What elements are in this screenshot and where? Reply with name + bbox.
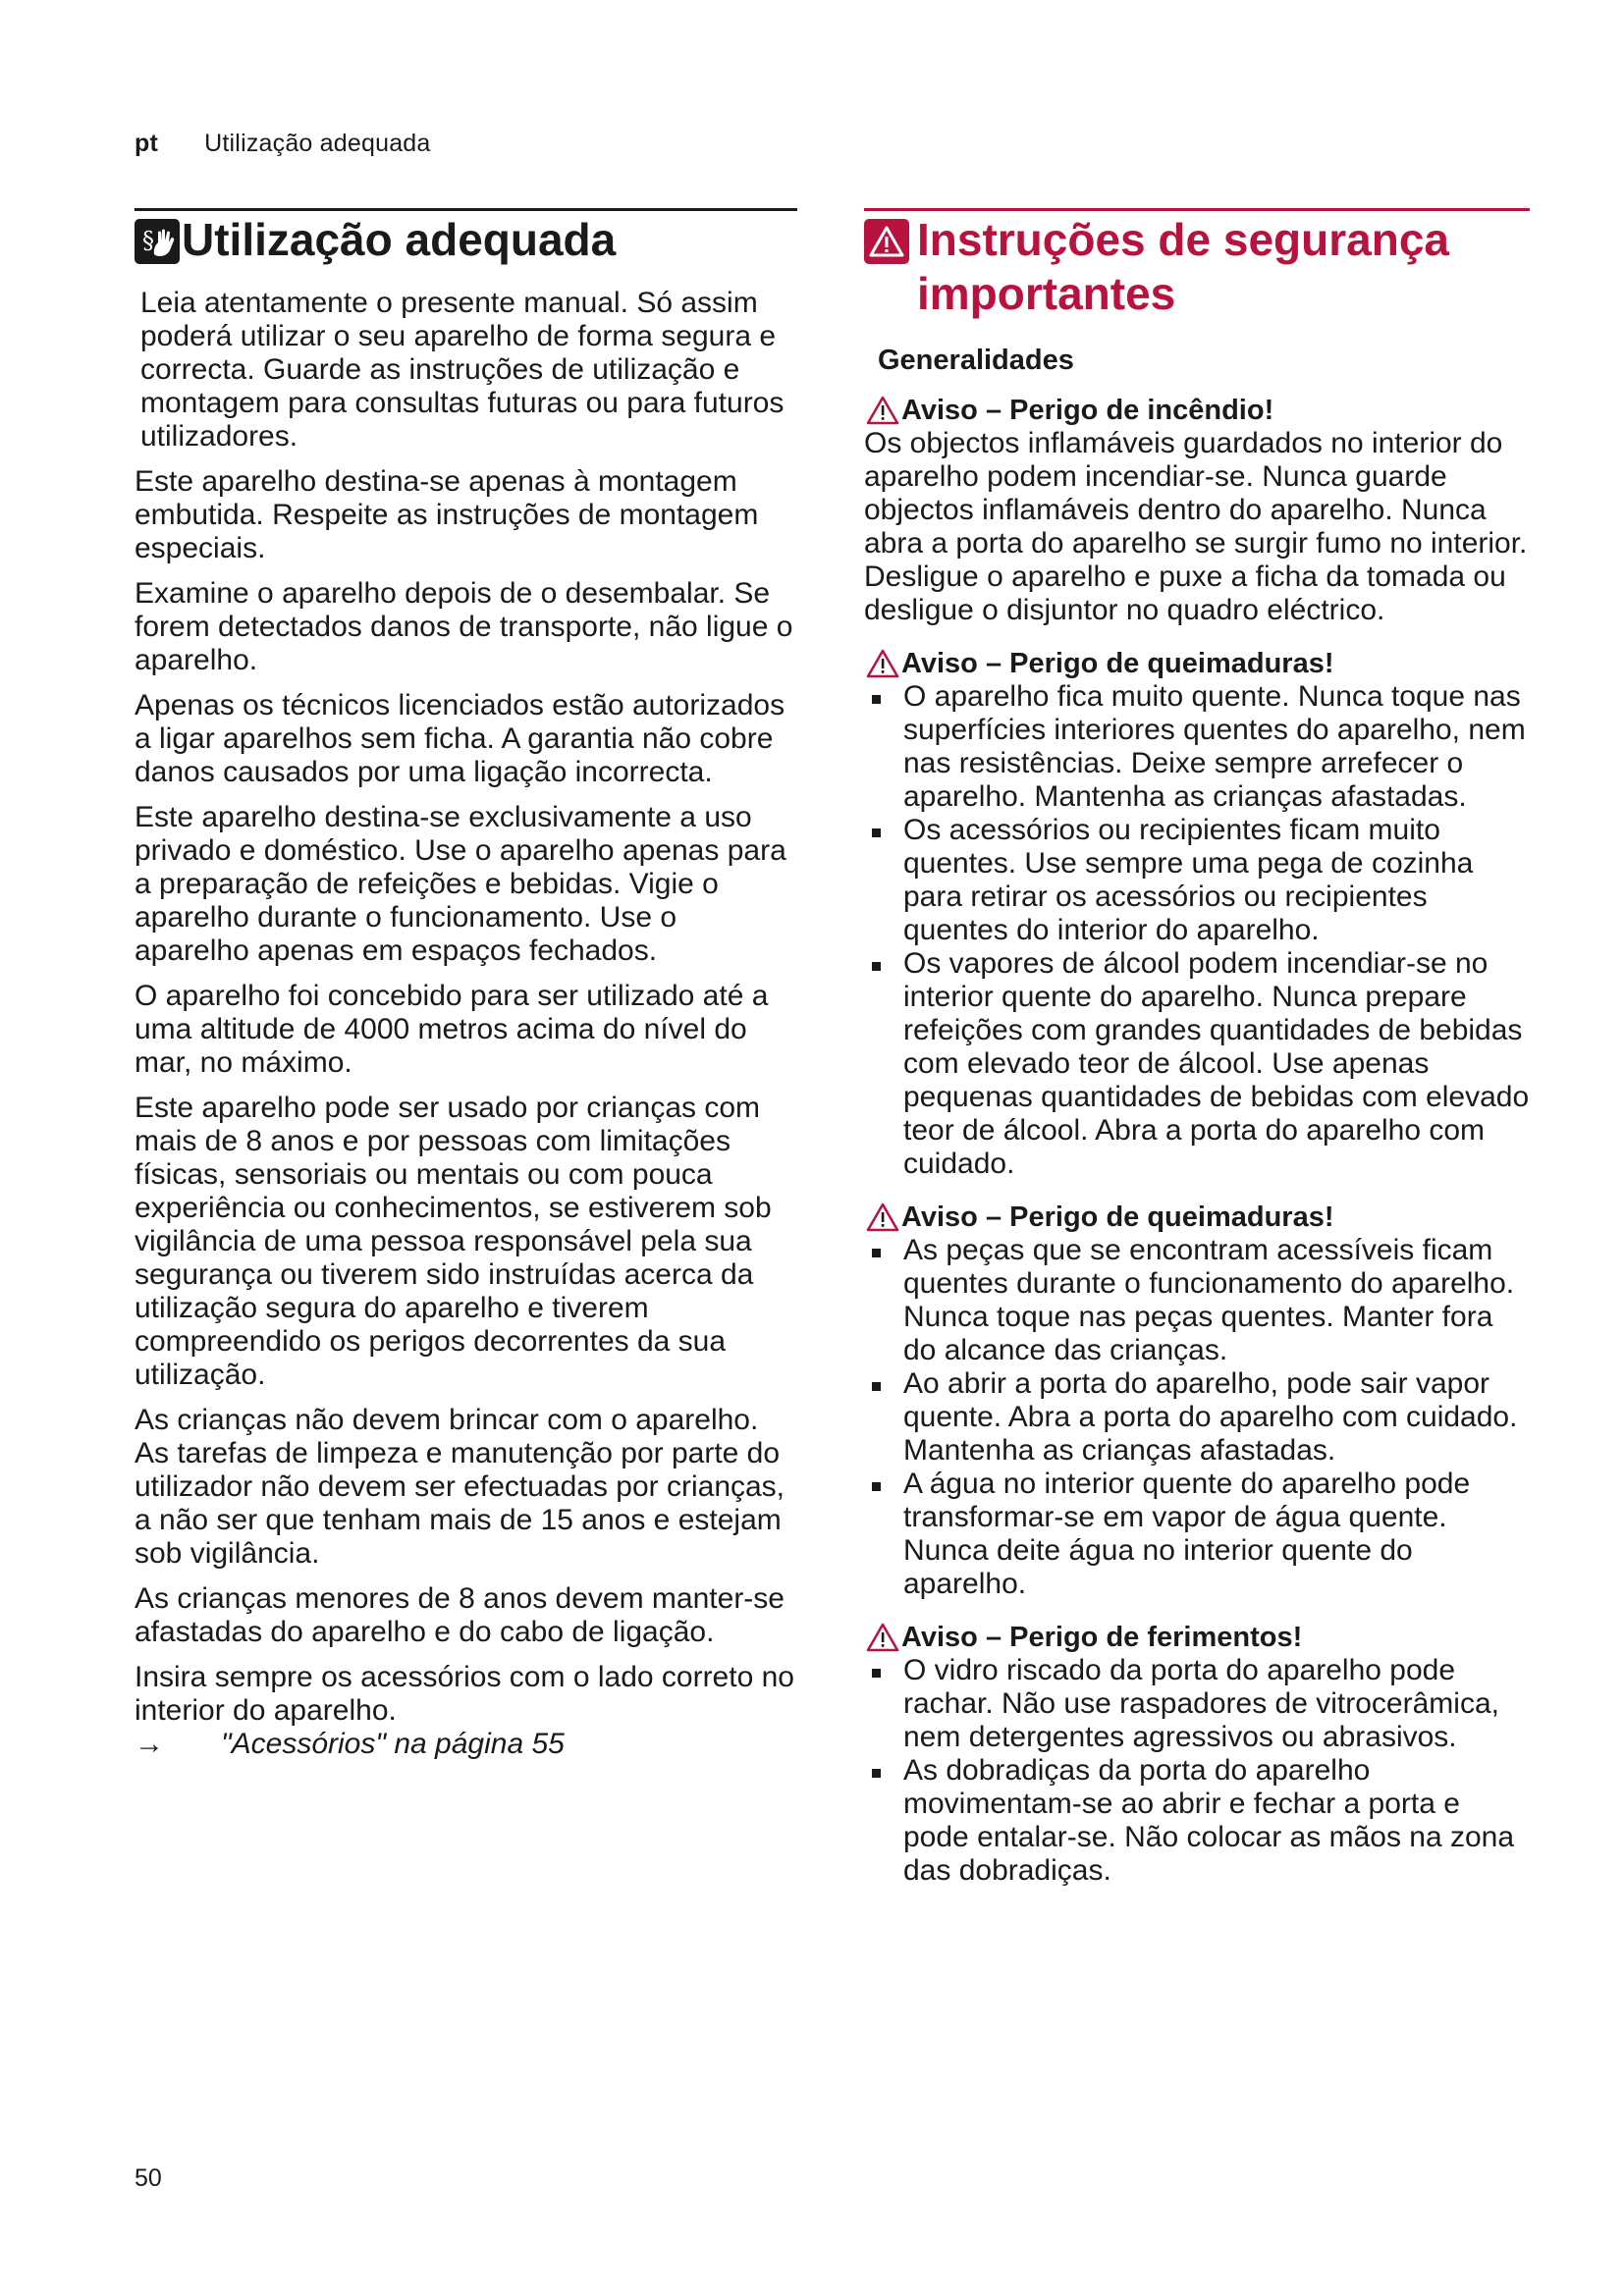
right-column: [864, 208, 1530, 1907]
safety-title-line2: importantes: [917, 268, 1176, 319]
page-title-usage: Utilização adequada: [182, 214, 617, 265]
list-item: Os vapores de álcool podem incendiar-se no interior quente do aparelho. Nunca prepare refeições com grandes quantidades de bebidas com elevado teor de álcool. Use apenas pequenas quantidades de bebidas com elevado teor de álcool. Abra a porta do aparelho com cuidado.: [864, 947, 1530, 1181]
safety-title-line1: Instruções de segurança: [917, 214, 1449, 265]
right-title-row: [864, 213, 1530, 321]
warning-title: Aviso – Perigo de queimaduras!: [864, 1201, 1530, 1234]
list-item: As peças que se encontram acessíveis ficam quentes durante o funcionamento do aparelho. Nunca toque nas peças quentes. Manter fora do alcance das crianças.: [864, 1234, 1530, 1367]
paragraph: As crianças menores de 8 anos devem manter-se afastadas do aparelho e do cabo de ligação.: [135, 1582, 785, 1648]
paragraph: Este aparelho destina-se exclusivamente a uso privado e doméstico. Use o aparelho apenas para a preparação de refeições e bebidas. Vigie o aparelho durante o funcionamento. Use o aparelho apenas em espaços fechados.: [135, 801, 786, 967]
paragraph: As crianças não devem brincar com o aparelho. As tarefas de limpeza e manutenção por parte do utilizador não devem ser efectuadas por crianças, a não ser que tenham mais de 15 anos e estejam sob vigilância.: [135, 1404, 785, 1570]
paragraph: O aparelho foi concebido para ser utilizado até a uma altitude de 4000 metros acima do nível do mar, no máximo.: [135, 980, 769, 1079]
running-header: [135, 130, 431, 158]
cross-reference-link[interactable]: "Acessórios" na página 55: [221, 1728, 565, 1760]
paragraph: Examine o aparelho depois de o desembalar. Se forem detectados danos de transporte, não ligue o aparelho.: [135, 577, 793, 676]
warning-fire: [864, 394, 1530, 627]
list-item: O vidro riscado da porta do aparelho pode rachar. Não use raspadores de vitrocerâmica, nem detergentes agressivos ou abrasivos.: [864, 1654, 1530, 1754]
arrow-right-icon: →: [135, 1728, 164, 1760]
paragraph: Insira sempre os acessórios com o lado correto no interior do aparelho.: [135, 1661, 794, 1727]
svg-text:§: §: [142, 227, 154, 254]
left-title-row: [135, 213, 797, 267]
warning-title: Aviso – Perigo de ferimentos!: [864, 1621, 1530, 1654]
list-item: A água no interior quente do aparelho pode transformar-se em vapor de água quente. Nunca deite água no interior quente do aparelho.: [864, 1468, 1530, 1601]
warning-list: [864, 680, 1530, 1181]
language-code: pt: [135, 130, 158, 157]
warning-triangle-icon: [866, 649, 899, 678]
warning-triangle-icon: [866, 1202, 899, 1232]
left-column: [135, 208, 797, 1761]
list-item: Os acessórios ou recipientes ficam muito quentes. Use sempre uma pega de cozinha para retirar os acessórios ou recipientes quentes do interior do aparelho.: [864, 814, 1530, 947]
warning-title: Aviso – Perigo de incêndio!: [864, 394, 1530, 427]
warning-text: Os objectos inflamáveis guardados no interior do aparelho podem incendiar-se. Nunca guarde objectos inflamáveis dentro do aparelho. Nunca abra a porta do aparelho se surgir fumo no interior. Desligue o aparelho e puxe a ficha da tomada ou desligue o disjuntor no quadro eléctrico.: [864, 427, 1528, 626]
warning-list: [864, 1654, 1530, 1888]
warning-triangle-icon: [866, 1623, 899, 1652]
warning-burns-1: [864, 647, 1530, 1181]
list-item: As dobradiças da porta do aparelho movimentam-se ao abrir e fechar a porta e pode entalar-se. Não colocar as mãos na zona das dobradiças.: [864, 1754, 1530, 1888]
paragraph: Apenas os técnicos licenciados estão autorizados a ligar aparelhos sem ficha. A garantia não cobre danos causados por uma ligação incorrecta.: [135, 689, 785, 788]
section-hand-icon: [135, 219, 180, 264]
list-item: O aparelho fica muito quente. Nunca toque nas superfícies interiores quentes do aparelho, nem nas resistências. Deixe sempre arrefecer o aparelho. Mantenha as crianças afastadas.: [864, 680, 1530, 814]
warning-triangle-icon: [866, 396, 899, 425]
list-item: Ao abrir a porta do aparelho, pode sair vapor quente. Abra a porta do aparelho com cuidado. Mantenha as crianças afastadas.: [864, 1367, 1530, 1468]
left-title-rule: [135, 208, 797, 211]
header-section-title: Utilização adequada: [204, 130, 431, 157]
warning-burns-2: [864, 1201, 1530, 1601]
cross-reference[interactable]: [135, 1728, 797, 1761]
warning-title: Aviso – Perigo de queimaduras!: [864, 647, 1530, 680]
warning-list: [864, 1234, 1530, 1601]
page-title-safety: [917, 213, 1449, 321]
right-title-rule: [864, 208, 1530, 211]
page-number: 50: [135, 2164, 162, 2192]
paragraph: Leia atentamente o presente manual. Só assim poderá utilizar o seu aparelho de forma segura e correcta. Guarde as instruções de utilização e montagem para consultas futuras ou para futuros utilizadores.: [140, 287, 785, 453]
paragraph: Este aparelho pode ser usado por crianças com mais de 8 anos e por pessoas com limitações físicas, sensoriais ou mentais ou com pouca experiência ou conhecimentos, se estiverem sob vigilância de uma pessoa responsável pela sua segurança ou tiverem sido instruídas acerca da utilização segura do aparelho e tiverem compreendido os perigos decorrentes da sua utilização.: [135, 1092, 772, 1391]
warning-triangle-icon: [864, 219, 909, 264]
subsection-title: Generalidades: [878, 345, 1074, 376]
warning-injuries: [864, 1621, 1530, 1888]
paragraph: Este aparelho destina-se apenas à montagem embutida. Respeite as instruções de montagem especiais.: [135, 465, 759, 564]
